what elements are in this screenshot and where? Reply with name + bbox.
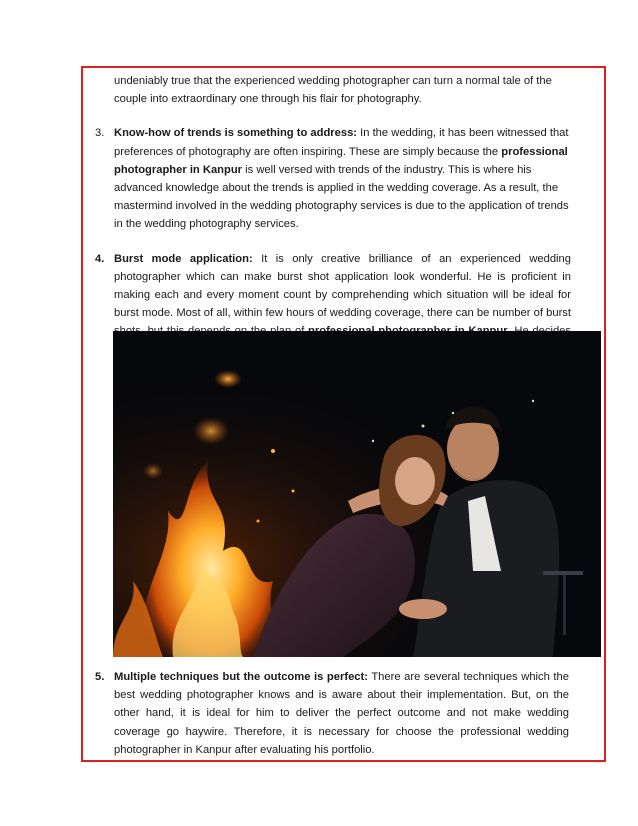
item-number: 3.	[95, 127, 105, 140]
item-text: In the wedding, it has been witnessed that preferences of photography are often inspiring. These are simply because the	[114, 127, 569, 158]
list-item-3	[95, 124, 571, 233]
list-item-5	[95, 668, 569, 759]
item-text: There are several techniques which the best wedding photographer knows and is aware about their implementation. But, on the other hand, it is ideal for him to deliver the perfect outcome and not make wedding coverage go haywire. Therefore, it is necessary for choose the professional wedding photographer in Kanpur after evaluating his portfolio.	[114, 671, 569, 756]
item-heading: Multiple techniques but the outcome is perfect:	[114, 671, 368, 683]
couple-photo-illustration	[113, 331, 601, 657]
keyword-link: professional photographer in Kanpur	[114, 145, 568, 176]
item-text: is well versed with trends of the industry. This is where his advanced knowledge about the trends is applied in the wedding coverage. As a result, the mastermind involved in the wedding photography services is due to the application of trends in the wedding photography services.	[114, 163, 569, 231]
item-number: 4.	[95, 252, 105, 265]
item-text: It is only creative brilliance of an experienced wedding photographer which can make burst shot application look wonderful. He is proficient in making each and every moment count by comprehending which situation will be ideal for burst mode. Most of all, within few hours of wedding coverage, there can be number of burst	[114, 252, 571, 320]
couple-photo	[113, 331, 601, 657]
item-number: 5.	[95, 671, 105, 683]
intro-paragraph: undeniably true that the experienced wedding photographer can turn a normal tale of the couple into extraordinary one through his flair for photography.	[114, 75, 552, 106]
item-heading: Know-how of trends is something to address:	[114, 127, 358, 140]
item-heading: Burst mode application:	[114, 252, 253, 265]
